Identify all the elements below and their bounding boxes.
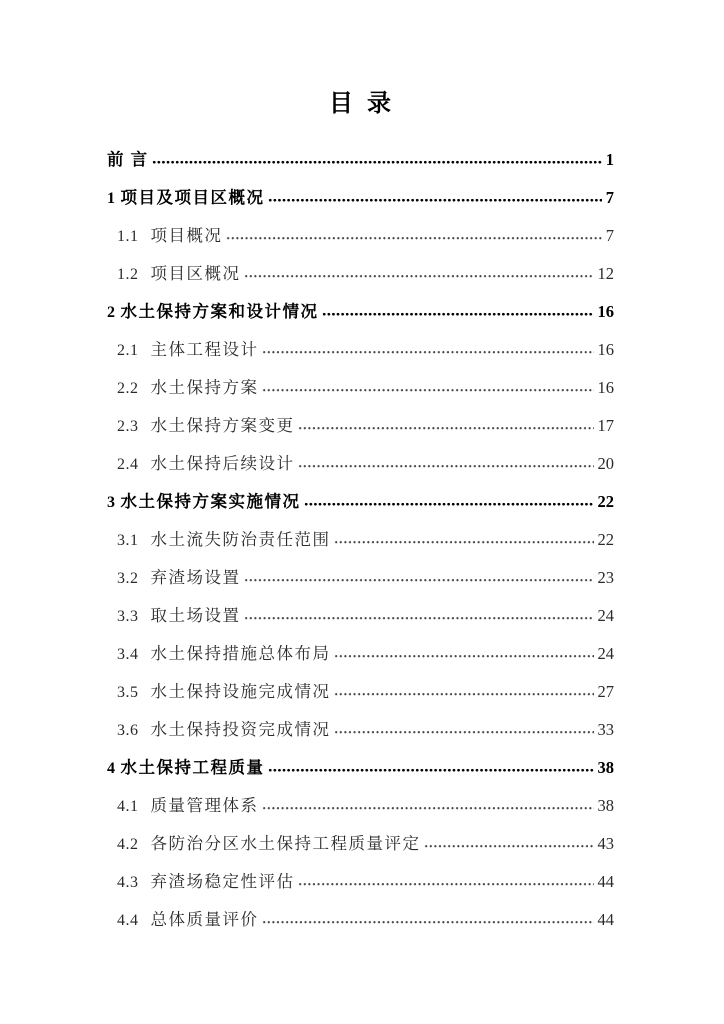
toc-entry-label: 水土保持后续设计 (150, 454, 295, 473)
toc-entry[interactable] (107, 825, 614, 863)
toc-leader-dots (226, 236, 602, 241)
toc-entry-page: 38 (597, 796, 614, 815)
toc-entry-label: 总体质量评价 (150, 910, 259, 929)
toc-entry[interactable] (107, 217, 614, 255)
toc-entry-page: 20 (597, 454, 614, 473)
toc-entry-page: 38 (597, 758, 614, 777)
toc-entry-number: 2.3 (117, 418, 139, 435)
toc-entry-page: 44 (597, 910, 614, 929)
toc-entry-number: 1.2 (117, 266, 139, 283)
toc-leader-dots (262, 920, 594, 925)
toc-entry[interactable] (107, 673, 614, 711)
toc-entry-number: 3.2 (117, 570, 139, 587)
toc-leader-dots (262, 350, 594, 355)
toc-entry[interactable] (107, 787, 614, 825)
toc-entry-label: 项目及项目区概况 (120, 188, 265, 207)
toc-entry-page: 43 (597, 834, 614, 853)
toc-leader-dots (298, 464, 594, 469)
toc-entry-label: 主体工程设计 (150, 340, 259, 359)
toc-entry-page: 24 (597, 644, 614, 663)
toc-entry-number: 3.5 (117, 684, 139, 701)
page-title: 目 录 (329, 91, 395, 117)
toc-entry-label: 水土保持措施总体布局 (150, 644, 331, 663)
toc-leader-dots (334, 730, 594, 735)
toc-leader-dots (322, 312, 594, 317)
toc-entry-label: 质量管理体系 (150, 796, 259, 815)
toc-entry[interactable] (107, 331, 614, 369)
toc-leader-dots (268, 768, 594, 773)
toc-entry-label: 水土保持方案和设计情况 (120, 302, 319, 321)
toc-leader-dots (262, 806, 594, 811)
toc-leader-dots (304, 502, 594, 507)
toc-entry-label: 水土保持设施完成情况 (150, 682, 331, 701)
toc-entry-page: 17 (597, 416, 614, 435)
toc-entry[interactable] (107, 445, 614, 483)
toc-leader-dots (334, 540, 594, 545)
toc-entry[interactable] (107, 901, 614, 939)
toc-entry-page: 7 (605, 226, 614, 245)
toc-entry-label: 取土场设置 (150, 606, 241, 625)
toc-entry-number: 2 (107, 304, 116, 321)
toc-entry-number: 2.1 (117, 342, 139, 359)
toc-entry-number: 3.6 (117, 722, 139, 739)
toc-leader-dots (334, 654, 594, 659)
toc-entry-label: 各防治分区水土保持工程质量评定 (150, 834, 421, 853)
toc-entry-page: 22 (597, 530, 614, 549)
toc-entry-page: 1 (605, 150, 614, 169)
toc-entry-number: 3.3 (117, 608, 139, 625)
toc-entry-page: 27 (597, 682, 614, 701)
toc-entry-page: 24 (597, 606, 614, 625)
toc-entry[interactable] (107, 293, 614, 331)
toc-entry-page: 12 (597, 264, 614, 283)
toc-entry[interactable] (107, 635, 614, 673)
toc-entry[interactable] (107, 559, 614, 597)
toc-entry-number: 3.4 (117, 646, 139, 663)
toc-entry-number: 2.2 (117, 380, 139, 397)
toc-entry-number: 1.1 (117, 228, 139, 245)
toc-entry-page: 23 (597, 568, 614, 587)
toc-leader-dots (424, 844, 594, 849)
toc-entry-number: 4.4 (117, 912, 139, 929)
toc-entry-number: 3 (107, 494, 116, 511)
toc-entry-number: 1 (107, 190, 116, 207)
toc-entry-label: 水土保持投资完成情况 (150, 720, 331, 739)
toc-entry-number: 2.4 (117, 456, 139, 473)
toc-entry[interactable] (107, 255, 614, 293)
toc-leader-dots (298, 426, 594, 431)
toc-entry[interactable] (107, 369, 614, 407)
toc-entry-page: 22 (597, 492, 614, 511)
toc-entry[interactable] (107, 407, 614, 445)
toc-entry-number: 4.3 (117, 874, 139, 891)
toc-entry-label: 水土保持工程质量 (120, 758, 265, 777)
toc-leader-dots (244, 274, 594, 279)
toc-entry[interactable] (107, 711, 614, 749)
toc-entry-page: 16 (597, 302, 614, 321)
toc-entry[interactable] (107, 483, 614, 521)
toc-entry-label: 水土保持方案 (150, 378, 259, 397)
toc-leader-dots (298, 882, 594, 887)
toc-entry-label: 水土保持方案变更 (150, 416, 295, 435)
toc-entry-label: 水土流失防治责任范围 (150, 530, 331, 549)
toc-entry[interactable] (107, 749, 614, 787)
toc-entry-page: 44 (597, 872, 614, 891)
toc-entry-label: 水土保持方案实施情况 (120, 492, 301, 511)
toc-leader-dots (334, 692, 594, 697)
toc-entry[interactable] (107, 179, 614, 217)
toc-entry-page: 33 (597, 720, 614, 739)
toc-entry-page: 16 (597, 378, 614, 397)
toc-entry-label: 项目概况 (150, 226, 223, 245)
toc-entry-label: 弃渣场设置 (150, 568, 241, 587)
toc-entry-label: 项目区概况 (150, 264, 241, 283)
toc-entry[interactable] (107, 597, 614, 635)
toc-entry-label: 前 言 (107, 150, 149, 169)
toc-leader-dots (244, 616, 594, 621)
toc-entry[interactable] (107, 863, 614, 901)
toc-leader-dots (262, 388, 594, 393)
toc-entry-number: 4 (107, 760, 116, 777)
toc-entry[interactable] (107, 141, 614, 179)
toc-list (107, 141, 614, 939)
toc-entry[interactable] (107, 521, 614, 559)
toc-leader-dots (244, 578, 594, 583)
toc-entry-number: 3.1 (117, 532, 139, 549)
toc-entry-number: 4.1 (117, 798, 139, 815)
toc-entry-label: 弃渣场稳定性评估 (150, 872, 295, 891)
toc-leader-dots (152, 160, 602, 165)
toc-entry-page: 7 (605, 188, 614, 207)
toc-leader-dots (268, 198, 602, 203)
toc-entry-number: 4.2 (117, 836, 139, 853)
toc-entry-page: 16 (597, 340, 614, 359)
